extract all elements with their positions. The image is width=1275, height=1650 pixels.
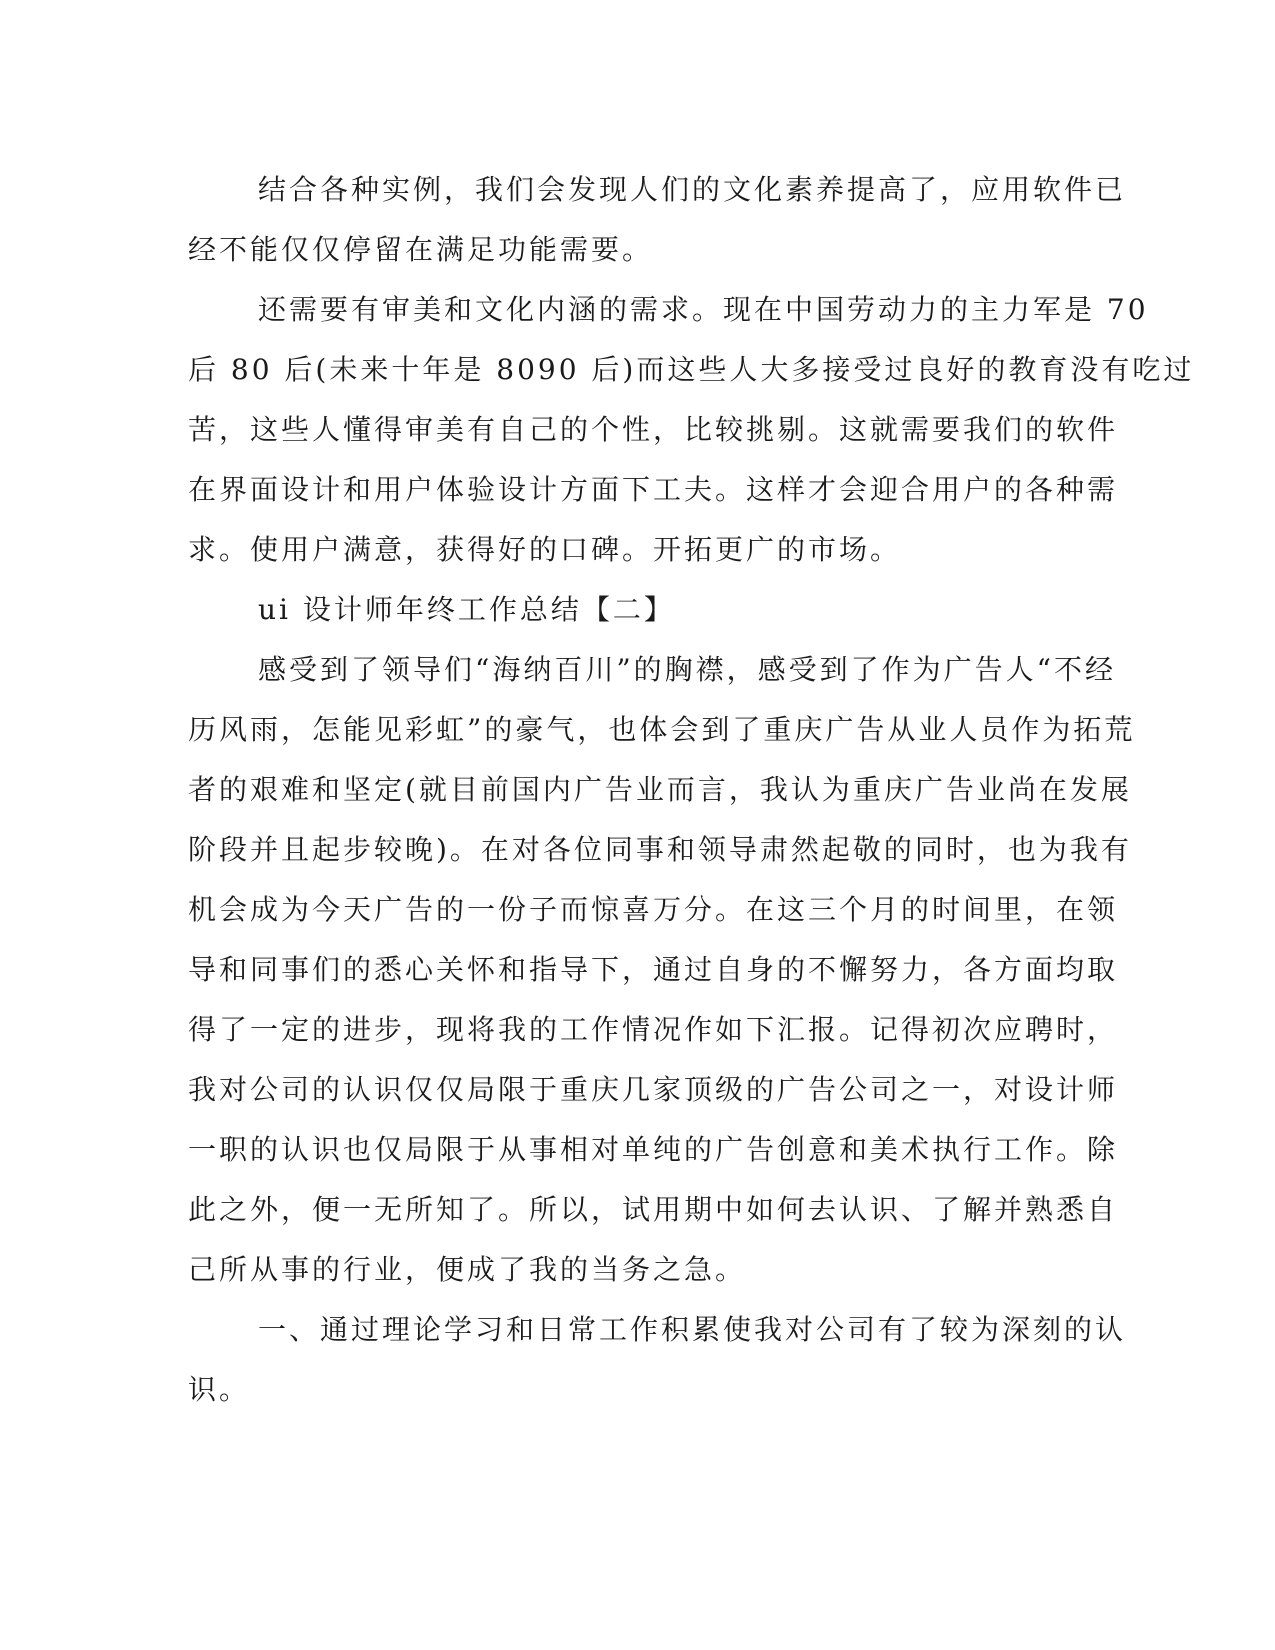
text-line: 我对公司的认识仅仅局限于重庆几家顶级的广告公司之一，对设计师 (188, 1073, 1119, 1106)
text-line: 一、通过理论学习和日常工作积累使我对公司有了较为深刻的认 (258, 1313, 1127, 1346)
document-body (188, 160, 1195, 1420)
text-line: 者的艰难和坚定(就目前国内广告业而言，我认为重庆广告业尚在发展 (188, 773, 1132, 806)
section-heading: ui 设计师年终工作总结【二】 (258, 593, 675, 626)
text-line: 得了一定的进步，现将我的工作情况作如下汇报。记得初次应聘时， (188, 1013, 1119, 1046)
text-line: 感受到了领导们“海纳百川”的胸襟，感受到了作为广告人“不经 (258, 653, 1116, 686)
text-line: 结合各种实例，我们会发现人们的文化素养提高了，应用软件已 (258, 173, 1127, 206)
text-line: 己所从事的行业，便成了我的当务之急。 (188, 1253, 747, 1286)
text-line: 经不能仅仅停留在满足功能需要。 (188, 233, 654, 266)
text-line: 阶段并且起步较晚)。在对各位同事和领导肃然起敬的同时，也为我有 (188, 833, 1132, 866)
text-line: 导和同事们的悉心关怀和指导下，通过自身的不懈努力，各方面均取 (188, 953, 1119, 986)
text-line: 苦，这些人懂得审美有自己的个性，比较挑剔。这就需要我们的软件 (188, 413, 1119, 446)
text-line: 此之外，便一无所知了。所以，试用期中如何去认识、了解并熟悉自 (188, 1193, 1119, 1226)
text-line: 机会成为今天广告的一份子而惊喜万分。在这三个月的时间里，在领 (188, 893, 1119, 926)
text-line: 历风雨，怎能见彩虹”的豪气，也体会到了重庆广告从业人员作为拓荒 (188, 713, 1136, 746)
text-line: 在界面设计和用户体验设计方面下工夫。这样才会迎合用户的各种需 (188, 473, 1119, 506)
text-line: 后 80 后(未来十年是 8090 后)而这些人大多接受过良好的教育没有吃过 (188, 353, 1195, 386)
text-line: 识。 (188, 1373, 251, 1406)
text-line: 一职的认识也仅局限于从事相对单纯的广告创意和美术执行工作。除 (188, 1133, 1119, 1166)
text-line: 求。使用户满意，获得好的口碑。开拓更广的市场。 (188, 533, 902, 566)
text-line: 还需要有审美和文化内涵的需求。现在中国劳动力的主力军是 70 (258, 293, 1149, 326)
